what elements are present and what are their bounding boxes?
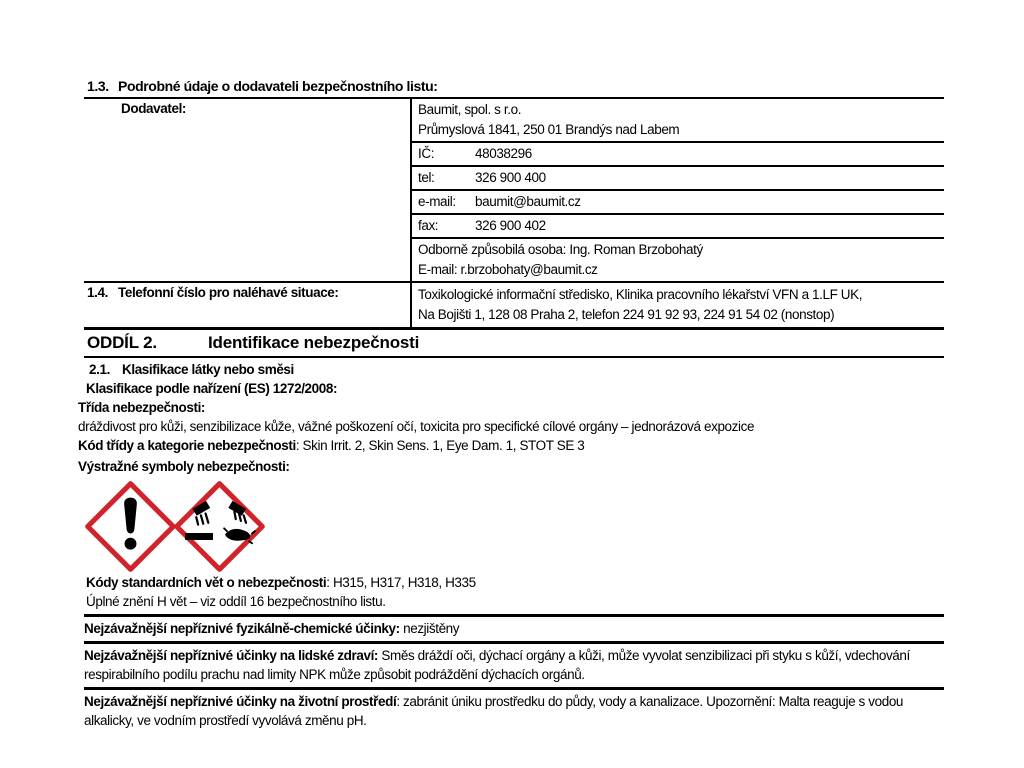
supplier-name: Baumit, spol. s r.o. — [418, 102, 522, 117]
email-value: baumit@baumit.cz — [475, 194, 581, 209]
environment-effects-block — [84, 690, 944, 733]
h-codes-line — [84, 573, 944, 592]
qualified-person: Odborně způsobilá osoba: Ing. Roman Brzobohatý — [418, 242, 703, 257]
table-row — [412, 167, 944, 191]
category-code-label: Kód třídy a kategorie nebezpečnosti — [78, 438, 296, 453]
hazard-class-text: dráždivost pro kůži, senzibilizace kůže, vážné poškození očí, toxicita pro specifické cílové orgány – jednorázová expozice — [78, 419, 755, 434]
environment-effects-label: Nejzávažnější nepříznivé účinky na životní prostředí — [84, 694, 397, 709]
phys-chem-value: nezjištěny — [399, 621, 460, 636]
h-codes-value: : H315, H317, H318, H335 — [326, 575, 476, 590]
category-code-line — [78, 436, 944, 455]
section-2-1-heading — [84, 360, 944, 379]
phys-chem-label: Nejzávažnější nepříznivé fyzikálně-chemické účinky: — [84, 621, 400, 636]
supplier-label: Dodavatel: — [121, 101, 187, 116]
supplier-name-address — [412, 99, 944, 143]
emergency-phone-line2: Na Bojišti 1, 128 08 Praha 2, telefon 224 91 92 93, 224 91 54 02 (nonstop) — [418, 307, 835, 322]
section-2-number: ODDÍL 2. — [87, 333, 157, 352]
hazard-class-label: Třída nebezpečnosti: — [78, 400, 206, 415]
table-row — [412, 143, 944, 167]
environment-effects-line — [84, 692, 944, 730]
section-1-4-row — [84, 281, 944, 330]
section-1-3-number: 1.3. — [87, 78, 109, 94]
section-1-3-heading — [84, 78, 944, 99]
section-2-heading — [84, 330, 944, 358]
health-effects-line — [84, 646, 944, 684]
emergency-phone-line1: Toxikologické informační středisko, Klinika pracovního lékařství VFN a 1.LF UK, — [418, 287, 863, 302]
section-1-4-heading — [84, 283, 410, 327]
tel-label: tel: — [418, 170, 435, 185]
h-codes-label: Kódy standardních vět o nebezpečnosti — [86, 575, 327, 590]
section-2-title: Identifikace nebezpečnosti — [208, 333, 420, 352]
fax-value: 326 900 402 — [475, 218, 546, 233]
qualified-person-email: E-mail: r.brzobohaty@baumit.cz — [418, 262, 598, 277]
ghs07-exclamation-pictogram — [84, 480, 177, 573]
supplier-details-cell — [410, 99, 944, 281]
ic-value: 48038296 — [475, 146, 532, 161]
health-effects-value: Směs dráždí oči, dýchací orgány a kůži, může vyvolat senzibilizaci při styku s kůží, vdechování respirabilního podílu prachu nad limity NPK může způsobit podráždění dýchacích orgánů. — [84, 648, 910, 682]
phys-chem-effects-block — [84, 614, 944, 644]
fax-label: fax: — [418, 218, 439, 233]
qualified-person-cell — [412, 239, 944, 281]
ic-label: IČ: — [418, 146, 435, 161]
supplier-row — [84, 99, 944, 281]
safety-data-sheet-page — [78, 78, 944, 733]
supplier-address: Průmyslová 1841, 250 01 Brandýs nad Labem — [418, 122, 680, 137]
category-code-value: : Skin Irrit. 2, Skin Sens. 1, Eye Dam. 1, STOT SE 3 — [295, 438, 585, 453]
table-row — [412, 215, 944, 239]
table-row — [412, 191, 944, 215]
section-1-4-number: 1.4. — [87, 285, 108, 300]
section-2-1-title: Klasifikace látky nebo směsi — [122, 362, 294, 377]
tel-value: 326 900 400 — [475, 170, 546, 185]
classification-heading: Klasifikace podle nařízení (ES) 1272/2008: — [86, 381, 338, 396]
h-full-text: Úplné znění H vět – viz oddíl 16 bezpečnostního listu. — [86, 594, 386, 609]
phys-chem-line — [84, 619, 944, 638]
section-2-1-number: 2.1. — [89, 362, 110, 377]
health-effects-block — [84, 644, 944, 690]
section-1-3-title: Podrobné údaje o dodavateli bezpečnostního listu: — [118, 78, 438, 94]
health-effects-label: Nejzávažnější nepříznivé účinky na lidské zdraví: — [84, 648, 379, 663]
section-1-4-title: Telefonní číslo pro naléhavé situace: — [118, 285, 339, 300]
email-label: e-mail: — [418, 194, 456, 209]
emergency-phone-cell — [410, 283, 944, 327]
ghs05-corrosion-pictogram — [173, 480, 266, 573]
hazard-pictograms — [84, 480, 944, 573]
hazard-symbols-label: Výstražné symboly nebezpečnosti: — [78, 459, 290, 474]
environment-effects-value: : zabránit úniku prostředku do půdy, vody a kanalizace. Upozornění: Malta reaguje s vodou alkalicky, ve vodním prostředí vyvolává změnu pH. — [84, 694, 904, 728]
